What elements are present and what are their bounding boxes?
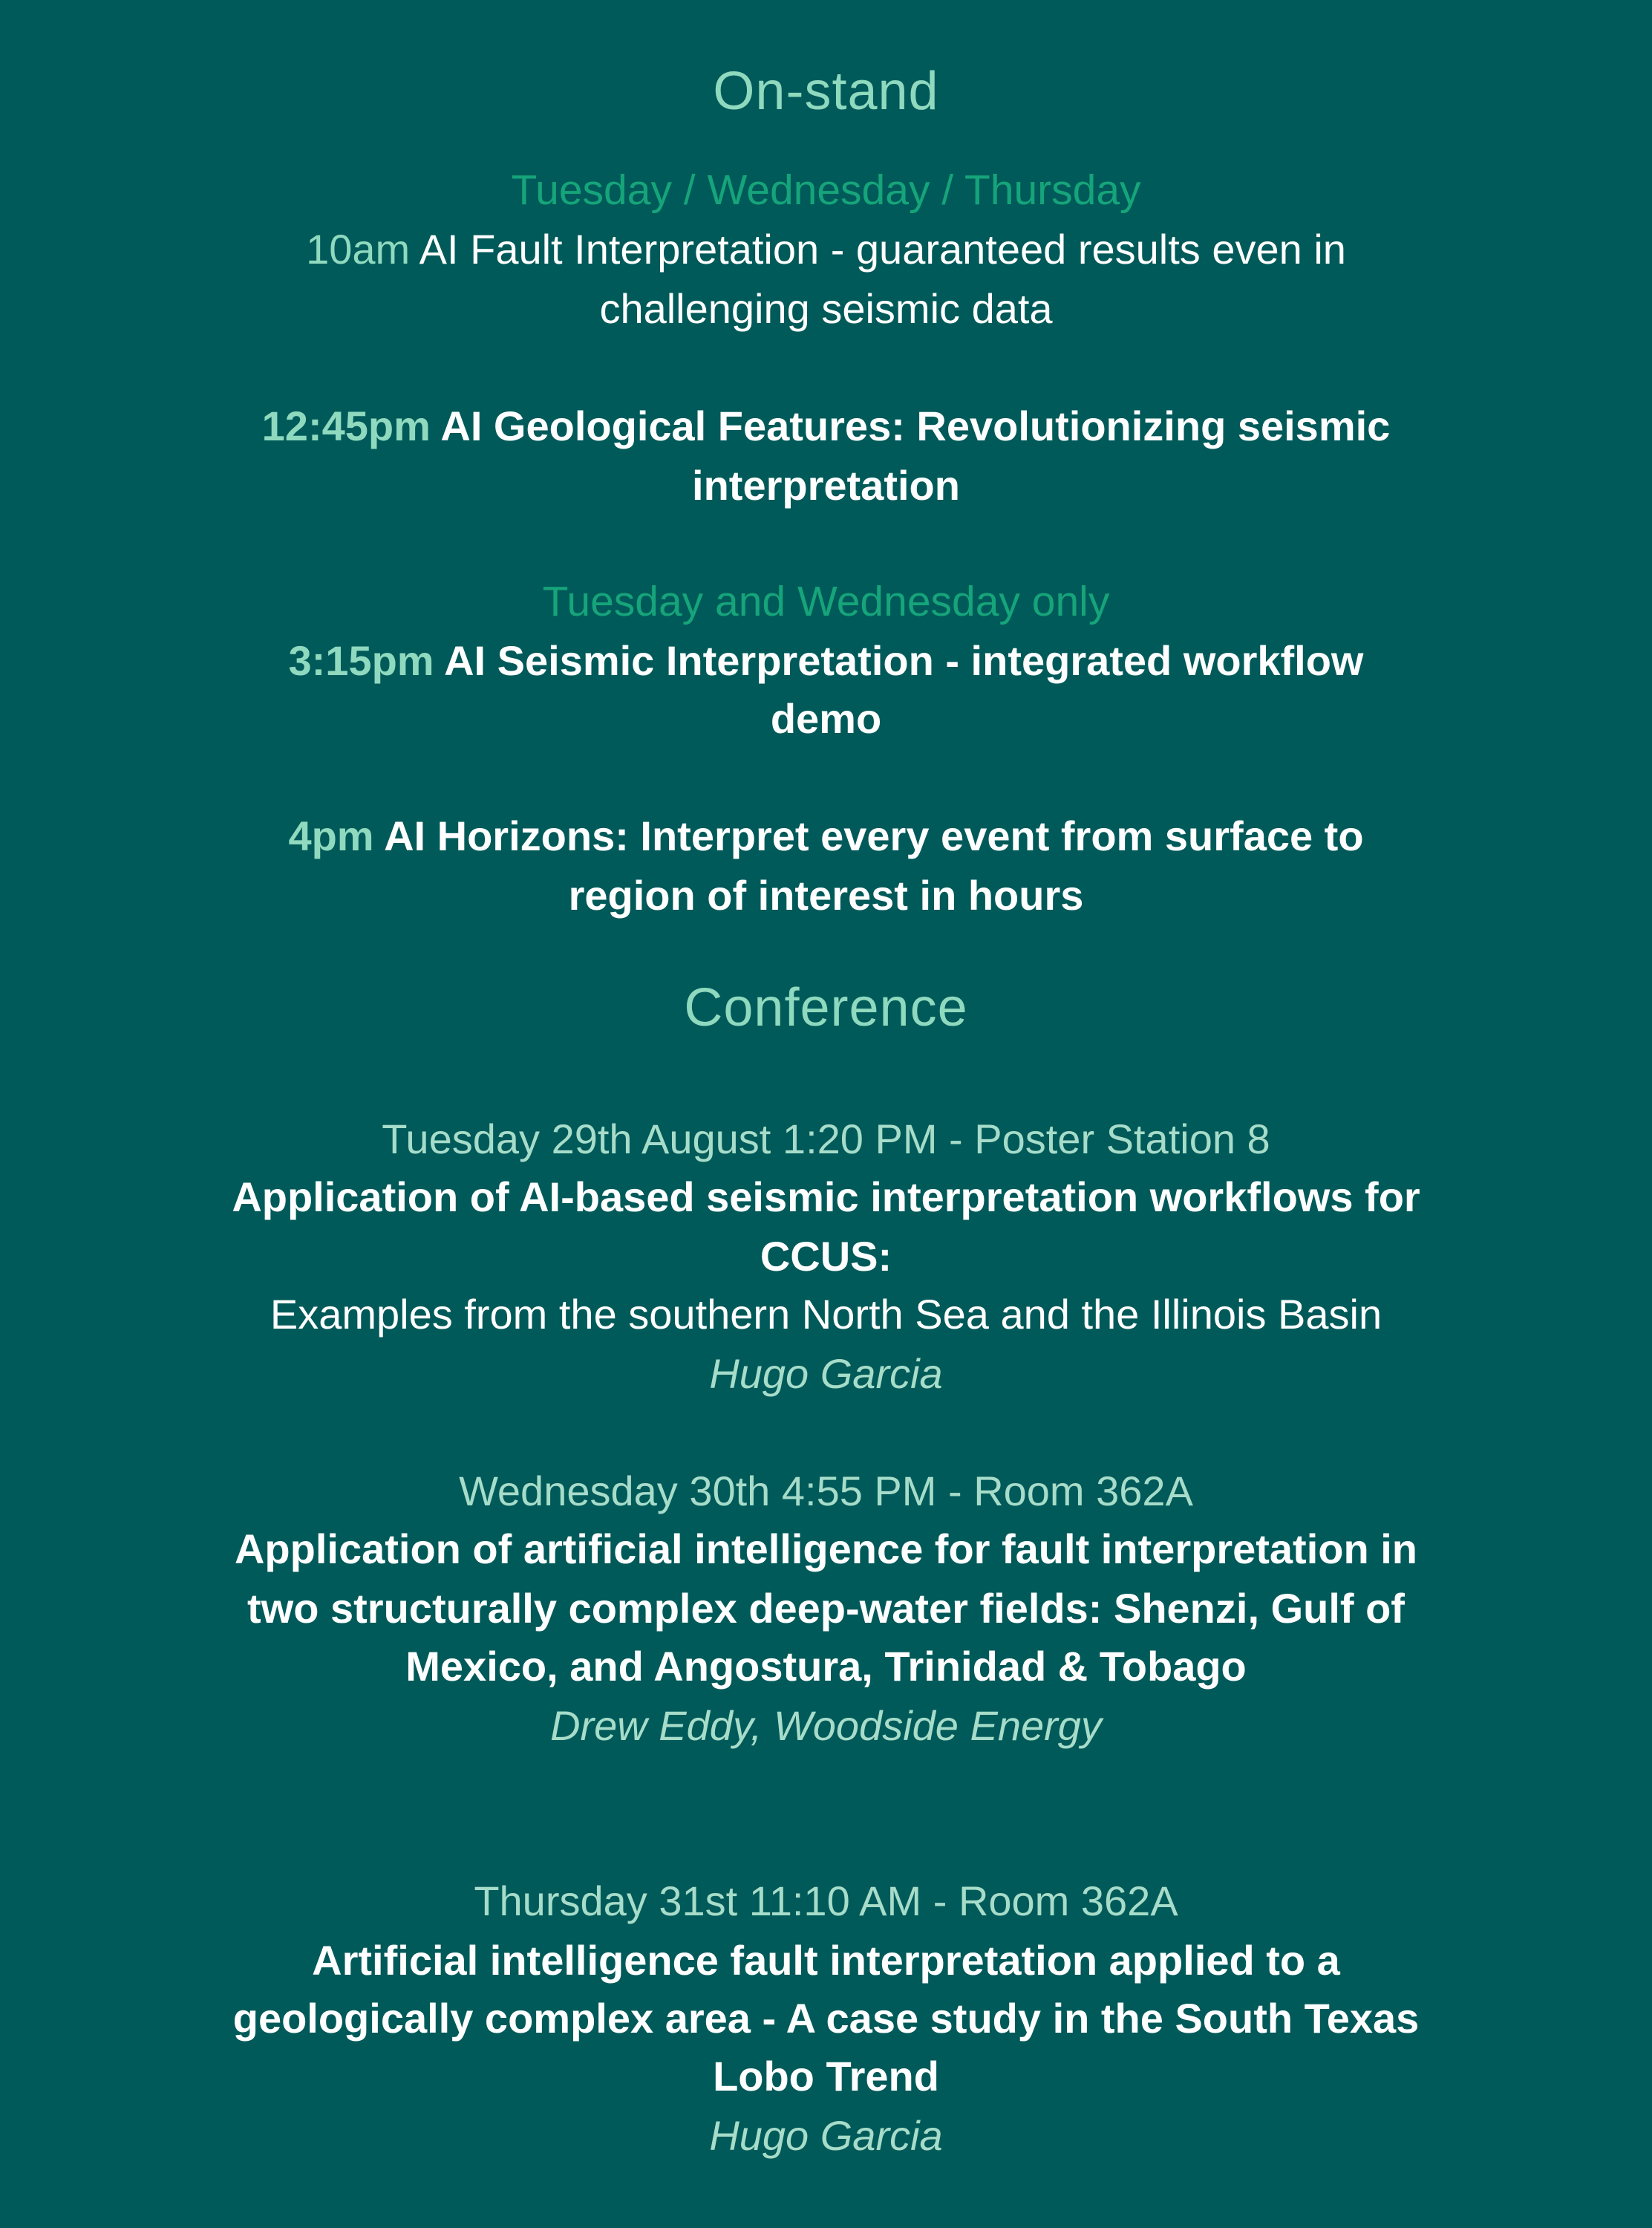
onstand-days-limited: Tuesday and Wednesday only — [542, 578, 1110, 625]
session-time: 3:15pm — [288, 637, 434, 684]
talk3-title-continued: Lobo Trend — [713, 2053, 939, 2100]
session-title: AI Geological Features: Revolutionizing seismic — [440, 403, 1391, 449]
talk2-title-continued: two structurally complex deep-water fields: Shenzi, Gulf of — [247, 1585, 1405, 1632]
onstand-days-all: Tuesday / Wednesday / Thursday — [511, 166, 1141, 214]
session-315pm — [0, 631, 1652, 691]
talk2-title: Application of artificial intelligence for fault interpretation in — [234, 1525, 1418, 1572]
session-4pm — [0, 807, 1652, 866]
talk2-title-continued: Mexico, and Angostura, Trinidad & Tobago — [405, 1643, 1247, 1690]
session-time: 4pm — [288, 812, 374, 859]
talk1-title-continued: CCUS: — [760, 1233, 892, 1280]
talk1-author: Hugo Garcia — [709, 1350, 943, 1397]
session-title-continued: interpretation — [692, 462, 960, 509]
session-title: AI Fault Interpretation - guaranteed results even in — [419, 226, 1346, 273]
session-title-continued: demo — [770, 695, 882, 742]
talk3-when: Thursday 31st 11:10 AM - Room 362A — [474, 1877, 1178, 1924]
session-title-continued: region of interest in hours — [568, 872, 1084, 919]
talk1-title: Application of AI-based seismic interpretation workflows for — [232, 1173, 1420, 1220]
talk3-title-continued: geologically complex area - A case study in the South Texas — [232, 1995, 1420, 2042]
session-title-continued: challenging seismic data — [599, 285, 1053, 332]
session-title: AI Seismic Interpretation - integrated workflow — [444, 637, 1364, 684]
talk2-author: Drew Eddy, Woodside Energy — [550, 1702, 1102, 1749]
session-10am — [0, 220, 1652, 279]
conference-heading: Conference — [684, 978, 968, 1038]
session-time: 10am — [306, 226, 411, 273]
talk2-when: Wednesday 30th 4:55 PM - Room 362A — [459, 1468, 1193, 1514]
session-title: AI Horizons: Interpret every event from surface to — [384, 812, 1364, 859]
session-1245pm — [0, 397, 1652, 456]
session-time: 12:45pm — [261, 403, 431, 449]
onstand-heading: On-stand — [713, 62, 939, 121]
talk3-author: Hugo Garcia — [709, 2112, 943, 2159]
talk1-subtitle: Examples from the southern North Sea and the Illinois Basin — [270, 1291, 1382, 1338]
talk3-title: Artificial intelligence fault interpretation applied to a — [312, 1937, 1340, 1984]
talk1-when: Tuesday 29th August 1:20 PM - Poster Station 8 — [382, 1115, 1270, 1162]
